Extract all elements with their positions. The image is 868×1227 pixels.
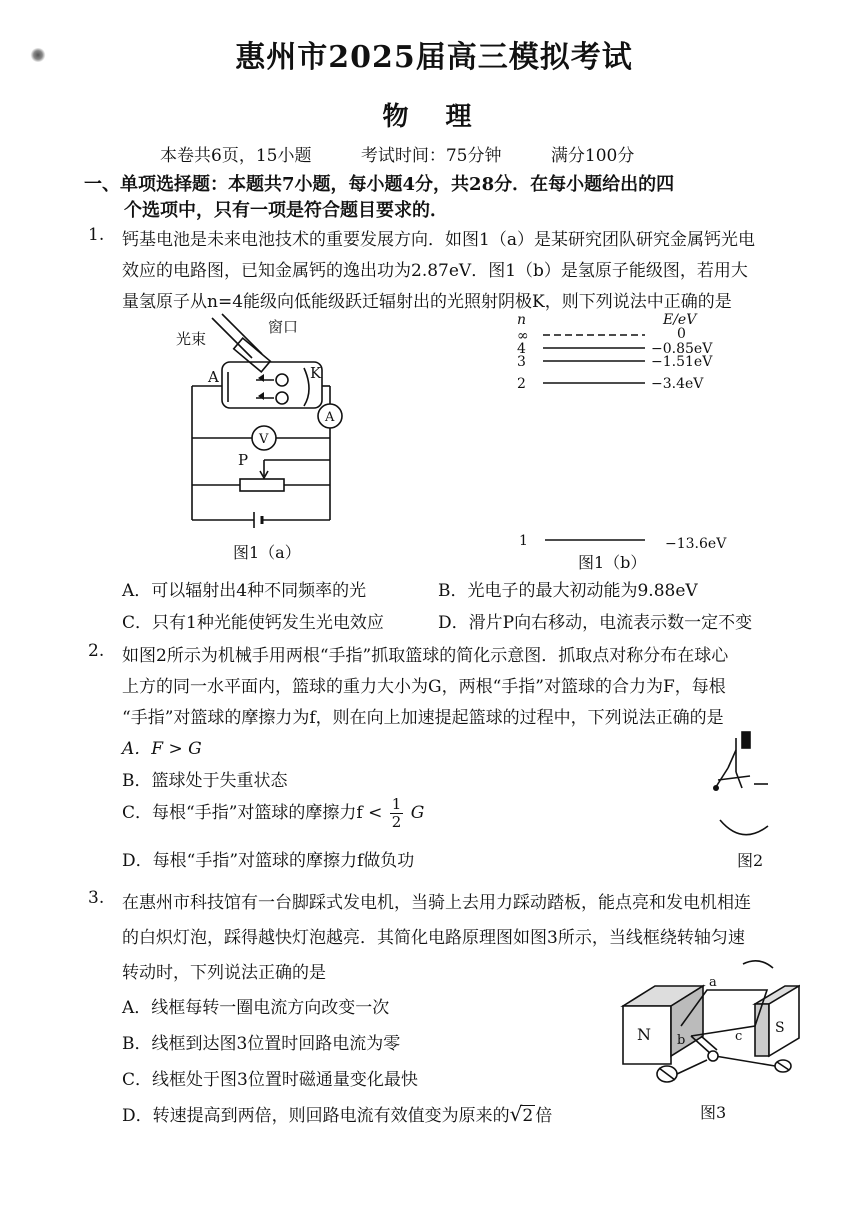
level-1-n: 1 — [519, 533, 528, 549]
subject-title: 物 理 — [382, 102, 486, 132]
q2-option-c-fraction: $\frac{1}{2}$ — [391, 795, 402, 831]
q1-option-b[interactable]: B．光电子的最大初动能为9.88eV — [438, 581, 698, 601]
magnet-S-label: S — [775, 1020, 785, 1036]
q3-option-c[interactable]: C．线框处于图3位置时磁通量变化最快 — [122, 1070, 418, 1090]
figure-1b-energy-levels — [505, 308, 745, 568]
q2-option-c-G: G — [410, 803, 425, 823]
q1-option-a[interactable]: A．可以辐射出4种不同频率的光 — [122, 581, 367, 601]
q1-option-c[interactable]: C．只有1种光能使钙发生光电效应 — [122, 613, 384, 633]
axis-energy-label: E/eV — [663, 312, 697, 328]
level-inf-n: ∞ — [517, 328, 529, 344]
figure-1b-caption: 图1（b） — [578, 553, 647, 572]
coil-a-label: a — [709, 975, 717, 990]
q1-stem-line3: 量氢原子从n=4能级向低能级跃迁辐射出的光照射阴极K，则下列说法中正确的是 — [122, 292, 732, 312]
section-heading-line1: 一、单项选择题：本题共7小题，每小题4分，共28分．在每小题给出的四 — [84, 174, 675, 195]
info-time: 考试时间：75分钟 — [360, 146, 502, 166]
section-heading-line2: 个选项中，只有一项是符合题目要求的． — [124, 200, 448, 221]
figure-3-caption: 图3 — [700, 1103, 727, 1122]
voltmeter-symbol: V — [259, 432, 269, 447]
label-light-beam: 光束 — [176, 330, 207, 348]
q3-stem-line2: 的白炽灯泡，踩得越快灯泡越亮．其简化电路原理图如图3所示，当线框绕转轴匀速 — [122, 928, 745, 948]
label-window: 窗口 — [268, 318, 299, 336]
q3-number: 3. — [88, 888, 105, 908]
level-4-e: −0.85eV — [651, 341, 713, 357]
exam-info — [160, 141, 678, 166]
q2-stem-line1: 如图2所示为机械手用两根“手指”抓取篮球的简化示意图．抓取点对称分布在球心 — [122, 646, 729, 666]
label-anode-A: A — [208, 368, 219, 386]
q3-option-d-suffix: 倍 — [535, 1106, 553, 1126]
coil-b-label: b — [677, 1033, 686, 1048]
info-pages: 本卷共6页，15小题 — [160, 146, 312, 166]
q3-option-d-text: D．转速提高到两倍，则回路电流有效值变为原来的 — [122, 1106, 510, 1126]
q3-option-b[interactable]: B．线框到达图3位置时回路电流为零 — [122, 1034, 401, 1054]
q3-stem-line3: 转动时，下列说法正确的是 — [122, 963, 326, 983]
info-score: 满分100分 — [550, 146, 635, 166]
label-cathode-K: K — [310, 364, 322, 382]
level-2-n: 2 — [517, 376, 526, 392]
figure-3-generator — [615, 956, 800, 1091]
q3-option-d-root: 2 — [522, 1106, 534, 1126]
exam-title: 惠州市2025届高三模拟考试 — [235, 40, 633, 75]
q1-number: 1. — [88, 225, 105, 245]
q2-option-b[interactable]: B．篮球处于失重状态 — [122, 771, 288, 791]
q2-option-c-text: C．每根“手指”对篮球的摩擦力f < — [122, 803, 383, 823]
level-3-n: 3 — [517, 354, 526, 370]
q2-number: 2. — [88, 641, 105, 661]
q2-option-d[interactable]: D．每根“手指”对篮球的摩擦力f做负功 — [122, 851, 415, 871]
level-2-e: −3.4eV — [651, 376, 704, 392]
axis-n-label: n — [517, 312, 527, 328]
sqrt-sign: √ — [509, 1102, 523, 1126]
q1-stem-line1: 钙基电池是未来电池技术的重要发展方向．如图1（a）是某研究团队研究金属钙光电 — [122, 230, 755, 250]
label-slider-P: P — [238, 451, 249, 469]
figure-2-caption: 图2 — [737, 851, 764, 870]
q1-stem-line2: 效应的电路图，已知金属钙的逸出功为2.87eV．图1（b）是氢原子能级图，若用大 — [122, 261, 748, 281]
level-4-n: 4 — [517, 341, 526, 357]
q2-option-a[interactable]: A．F > G — [122, 739, 202, 759]
coil-c-label: c — [735, 1029, 743, 1044]
figure-1a-caption: 图1（a） — [233, 543, 301, 562]
ammeter-symbol: A — [325, 410, 335, 425]
figure-2-robot-hand — [690, 728, 790, 846]
q1-option-d[interactable]: D．滑片P向右移动，电流表示数一定不变 — [438, 613, 753, 633]
magnet-N-label: N — [637, 1025, 651, 1044]
level-inf-e: 0 — [677, 326, 686, 342]
level-3-e: −1.51eV — [651, 354, 713, 370]
q3-stem-line1: 在惠州市科技馆有一台脚踩式发电机，当骑上去用力踩动踏板，能点亮和发电机相连 — [122, 893, 751, 913]
q2-stem-line2: 上方的同一水平面内，篮球的重力大小为G，两根“手指”对篮球的合力为F，每根 — [122, 677, 726, 697]
figure-1a-circuit — [170, 310, 370, 542]
q2-option-c[interactable] — [122, 796, 424, 831]
q2-stem-line3: “手指”对篮球的摩擦力为f，则在向上加速提起篮球的过程中，下列说法正确的是 — [122, 708, 724, 728]
q3-option-a[interactable]: A．线框每转一圈电流方向改变一次 — [122, 998, 390, 1018]
q3-option-d[interactable] — [122, 1101, 552, 1126]
level-1-e: −13.6eV — [665, 536, 727, 552]
